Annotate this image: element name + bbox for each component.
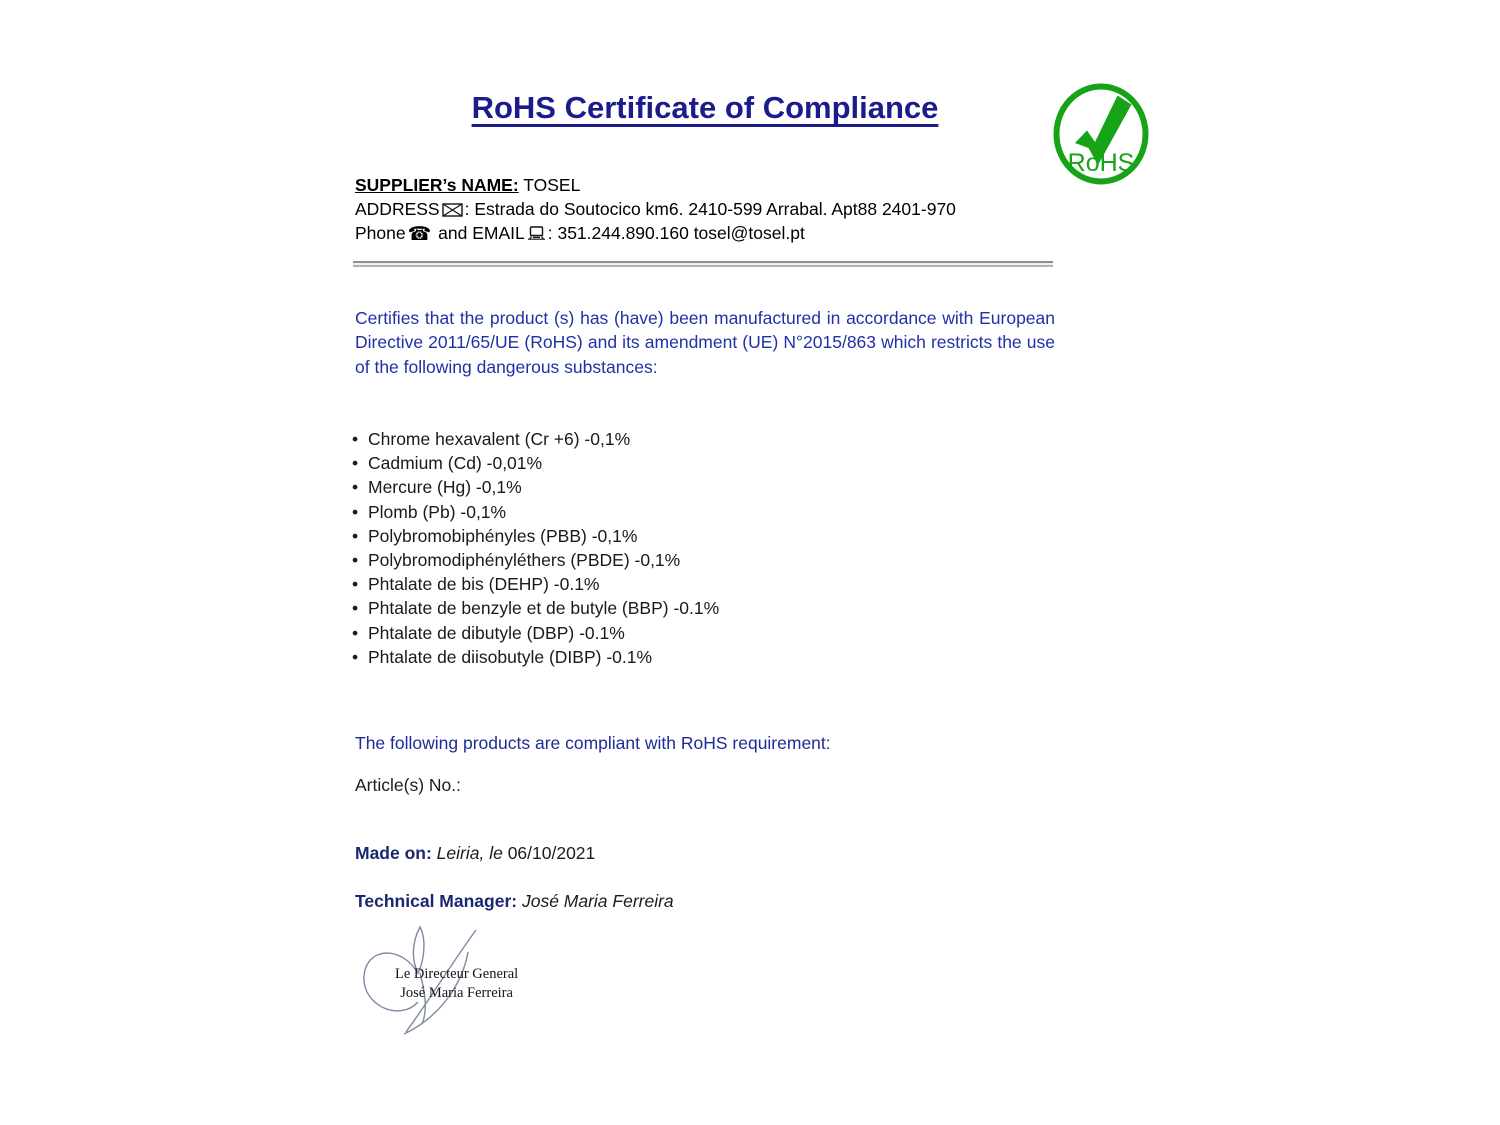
substance-item: • Polybromodiphényléthers (PBDE) -0,1% — [352, 548, 1072, 572]
compliance-statement: The following products are compliant with RoHS requirement: — [355, 733, 831, 753]
contact-value: : 351.244.890.160 tosel@tosel.pt — [547, 223, 805, 243]
rohs-logo — [1052, 82, 1150, 186]
technical-manager-name: José Maria Ferreira — [517, 891, 674, 911]
technical-manager-label: Technical Manager: — [355, 891, 518, 911]
made-on-label: Made on: — [355, 843, 432, 863]
article-number-line: Article(s) No.: — [355, 775, 461, 795]
section-divider — [353, 261, 1053, 267]
substance-item: • Plomb (Pb) -0,1% — [352, 500, 1072, 524]
made-on-line — [355, 843, 595, 864]
substance-item: • Phtalate de bis (DEHP) -0.1% — [352, 572, 1072, 596]
substance-item: • Cadmium (Cd) -0,01% — [352, 451, 1072, 475]
envelope-icon — [442, 203, 463, 217]
substance-item: • Mercure (Hg) -0,1% — [352, 475, 1072, 499]
supplier-contact-line — [355, 221, 1075, 247]
supplier-name-value: TOSEL — [518, 175, 581, 195]
signature-block — [358, 924, 518, 1044]
supplier-name-line — [355, 173, 1075, 197]
technical-manager-line — [355, 891, 674, 912]
email-label: and EMAIL — [433, 223, 525, 243]
signature-caption — [395, 965, 518, 1003]
signature-title: Le Directeur General — [395, 966, 519, 982]
phone-label: Phone — [355, 223, 406, 243]
rohs-check-badge — [1052, 82, 1150, 186]
substance-item: • Polybromobiphényles (PBB) -0,1% — [352, 524, 1072, 548]
page-title: RoHS Certificate of Compliance — [471, 90, 939, 125]
signature-name: José Maria Ferreira — [400, 985, 513, 1001]
substance-item: • Chrome hexavalent (Cr +6) -0,1% — [352, 427, 1072, 451]
rohs-logo-label: RoHS — [1067, 149, 1135, 177]
computer-icon — [527, 226, 546, 241]
substance-item: • Phtalate de benzyle et de butyle (BBP) -0.1% — [352, 596, 1072, 620]
certifies-paragraph: Certifies that the product (s) has (have) been manufactured in accordance with European Directive 2011/65/UE (RoHS) and its amendment (UE) N°2015/863 which restricts the use of the following dangerous substances: — [355, 308, 1055, 377]
telephone-icon: ☎ — [407, 224, 432, 245]
supplier-name-label: SUPPLIER’s NAME: — [355, 175, 519, 195]
made-on-date: 06/10/2021 — [507, 843, 596, 863]
address-value: : Estrada do Soutocico km6. 2410-599 Arrabal. Apt88 2401-970 — [464, 199, 956, 219]
address-label: ADDRESS — [355, 199, 440, 219]
made-on-place: Leiria, le — [431, 843, 508, 863]
supplier-address-line — [355, 197, 1075, 221]
substance-item: • Phtalate de dibutyle (DBP) -0.1% — [352, 621, 1072, 645]
substance-item: • Phtalate de diisobutyle (DIBP) -0.1% — [352, 645, 1072, 669]
substance-list — [352, 427, 1072, 669]
supplier-block — [355, 173, 1075, 247]
